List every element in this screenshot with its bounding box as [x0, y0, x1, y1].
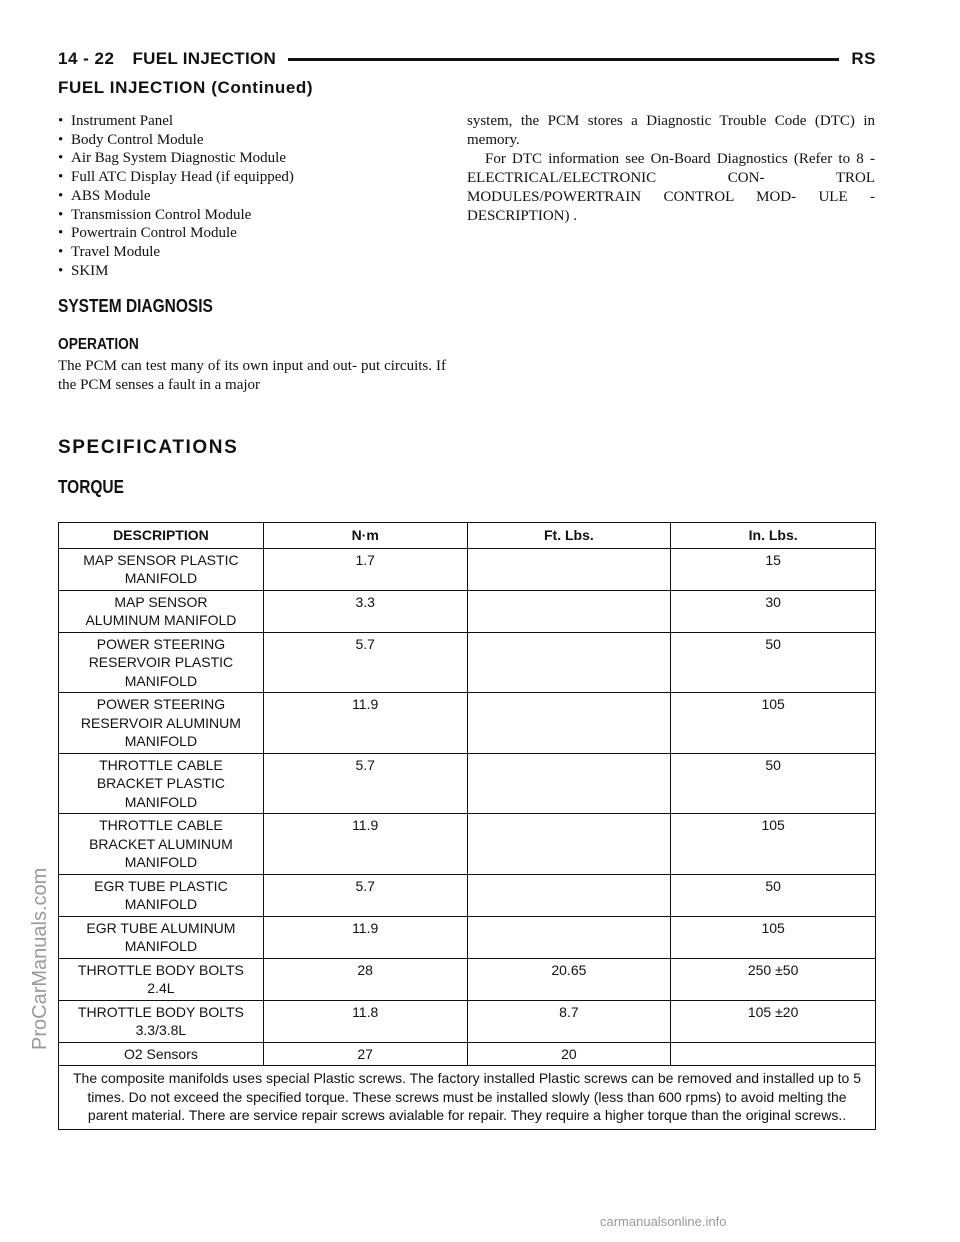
cell-newton-meters: 11.8 [263, 1000, 467, 1042]
cell-foot-pounds [467, 693, 671, 754]
cell-foot-pounds [467, 814, 671, 875]
bullet-icon: • [58, 187, 64, 204]
cell-inch-pounds: 105 [671, 814, 876, 875]
list-item-label: Transmission Control Module [71, 206, 252, 223]
cell-foot-pounds [467, 753, 671, 814]
bullet-icon: • [58, 150, 64, 167]
cell-description: THROTTLE BODY BOLTS 3.3/3.8L [59, 1000, 264, 1042]
cell-inch-pounds: 250 ±50 [671, 958, 876, 1000]
list-item [58, 243, 448, 262]
bullet-icon: • [58, 243, 64, 260]
cell-newton-meters: 27 [263, 1042, 467, 1066]
cell-foot-pounds [467, 548, 671, 590]
list-item-label: Travel Module [71, 243, 161, 260]
cell-inch-pounds: 50 [671, 874, 876, 916]
header-rule [288, 58, 839, 61]
list-item [58, 149, 448, 168]
torque-table [58, 522, 876, 1130]
table-note: The composite manifolds uses special Plastic screws. The factory installed Plastic screws can be removed and installed up to 5 times. Do not exceed the specified torque. These screws must be installed slowly (less than 600 rpms) to avoid melting the parent material. There are service repair screws avialable for repair. They require a higher torque than the original screws.. [59, 1066, 876, 1130]
bullet-icon: • [58, 113, 64, 129]
cell-description: THROTTLE CABLE BRACKET ALUMINUM MANIFOLD [59, 814, 264, 875]
cell-newton-meters: 28 [263, 958, 467, 1000]
page-number: 14 - 22 [58, 49, 115, 68]
list-item [58, 131, 448, 150]
cell-inch-pounds: 50 [671, 632, 876, 693]
dtc-reference-paragraph: For DTC information see On-Board Diagnostics (Refer to 8 - ELECTRICAL/ELECTRONIC CON- TROL MODULES/POWERTRAIN CONTROL MOD- ULE - DESCRIPTION) . [467, 151, 875, 224]
table-row [59, 548, 876, 590]
list-item [58, 112, 448, 131]
table-row [59, 753, 876, 814]
header-foot-pounds: Ft. Lbs. [467, 523, 671, 549]
list-item [58, 187, 448, 206]
specifications-heading: SPECIFICATIONS [58, 437, 239, 458]
cell-inch-pounds [671, 1042, 876, 1066]
side-watermark: ProCarManuals.com [29, 867, 51, 1050]
dtc-paragraph: system, the PCM stores a Diagnostic Trouble Code (DTC) in memory. [467, 113, 875, 148]
cell-foot-pounds [467, 874, 671, 916]
cell-foot-pounds: 8.7 [467, 1000, 671, 1042]
right-column [467, 112, 875, 226]
cell-foot-pounds [467, 590, 671, 632]
cell-inch-pounds: 105 [671, 693, 876, 754]
cell-description: THROTTLE BODY BOLTS 2.4L [59, 958, 264, 1000]
list-item-label: Full ATC Display Head (if equipped) [71, 169, 294, 186]
cell-newton-meters: 11.9 [263, 916, 467, 958]
cell-newton-meters: 1.7 [263, 548, 467, 590]
list-item-label: Air Bag System Diagnostic Module [71, 150, 286, 167]
bullet-icon: • [58, 169, 64, 186]
table-row [59, 1042, 876, 1066]
list-item-label: ABS Module [71, 187, 151, 204]
left-column [58, 112, 448, 280]
list-item [58, 168, 448, 187]
list-item [58, 224, 448, 243]
table-row [59, 814, 876, 875]
list-item [58, 206, 448, 225]
table-header-row [59, 523, 876, 549]
cell-inch-pounds: 15 [671, 548, 876, 590]
operation-heading: OPERATION [58, 336, 139, 353]
list-item-label: SKIM [71, 262, 109, 279]
list-item [58, 262, 448, 281]
cell-description: EGR TUBE ALUMINUM MANIFOLD [59, 916, 264, 958]
cell-description: MAP SENSOR PLASTIC MANIFOLD [59, 548, 264, 590]
cell-newton-meters: 5.7 [263, 753, 467, 814]
table-row [59, 916, 876, 958]
page-header [58, 46, 876, 72]
model-code: RS [851, 49, 876, 68]
footer-watermark: carmanualsonline.info [600, 1214, 727, 1229]
table-row [59, 693, 876, 754]
table-row [59, 632, 876, 693]
cell-description: THROTTLE CABLE BRACKET PLASTIC MANIFOLD [59, 753, 264, 814]
header-newton-meters: N·m [263, 523, 467, 549]
cell-foot-pounds [467, 916, 671, 958]
cell-inch-pounds: 30 [671, 590, 876, 632]
list-item-label: Powertrain Control Module [71, 225, 237, 242]
cell-description: POWER STEERING RESERVOIR PLASTIC MANIFOLD [59, 632, 264, 693]
header-inch-pounds: In. Lbs. [671, 523, 876, 549]
table-note-row [59, 1066, 876, 1130]
cell-inch-pounds: 105 ±20 [671, 1000, 876, 1042]
cell-foot-pounds: 20.65 [467, 958, 671, 1000]
table-row [59, 958, 876, 1000]
table-row [59, 874, 876, 916]
cell-newton-meters: 3.3 [263, 590, 467, 632]
table-row [59, 1000, 876, 1042]
list-item-label: Body Control Module [71, 131, 204, 148]
cell-foot-pounds [467, 632, 671, 693]
system-diagnosis-heading: SYSTEM DIAGNOSIS [58, 296, 213, 316]
bullet-icon: • [58, 262, 64, 279]
torque-heading: TORQUE [58, 477, 124, 497]
bullet-icon: • [58, 206, 64, 223]
bullet-icon: • [58, 225, 64, 242]
table-row [59, 590, 876, 632]
cell-description: MAP SENSOR ALUMINUM MANIFOLD [59, 590, 264, 632]
cell-newton-meters: 5.7 [263, 632, 467, 693]
cell-description: EGR TUBE PLASTIC MANIFOLD [59, 874, 264, 916]
cell-inch-pounds: 50 [671, 753, 876, 814]
cell-inch-pounds: 105 [671, 916, 876, 958]
operation-paragraph: The PCM can test many of its own input and out- put circuits. If the PCM senses a fault in a major [58, 358, 446, 393]
cell-newton-meters: 11.9 [263, 693, 467, 754]
list-item-label: Instrument Panel [71, 113, 174, 129]
cell-foot-pounds: 20 [467, 1042, 671, 1066]
cell-newton-meters: 11.9 [263, 814, 467, 875]
module-list [58, 112, 448, 280]
cell-description: POWER STEERING RESERVOIR ALUMINUM MANIFOLD [59, 693, 264, 754]
bullet-icon: • [58, 131, 64, 148]
continued-title: FUEL INJECTION (Continued) [58, 78, 314, 97]
header-description: DESCRIPTION [59, 523, 264, 549]
cell-newton-meters: 5.7 [263, 874, 467, 916]
section-title: FUEL INJECTION [132, 49, 277, 68]
cell-description: O2 Sensors [59, 1042, 264, 1066]
